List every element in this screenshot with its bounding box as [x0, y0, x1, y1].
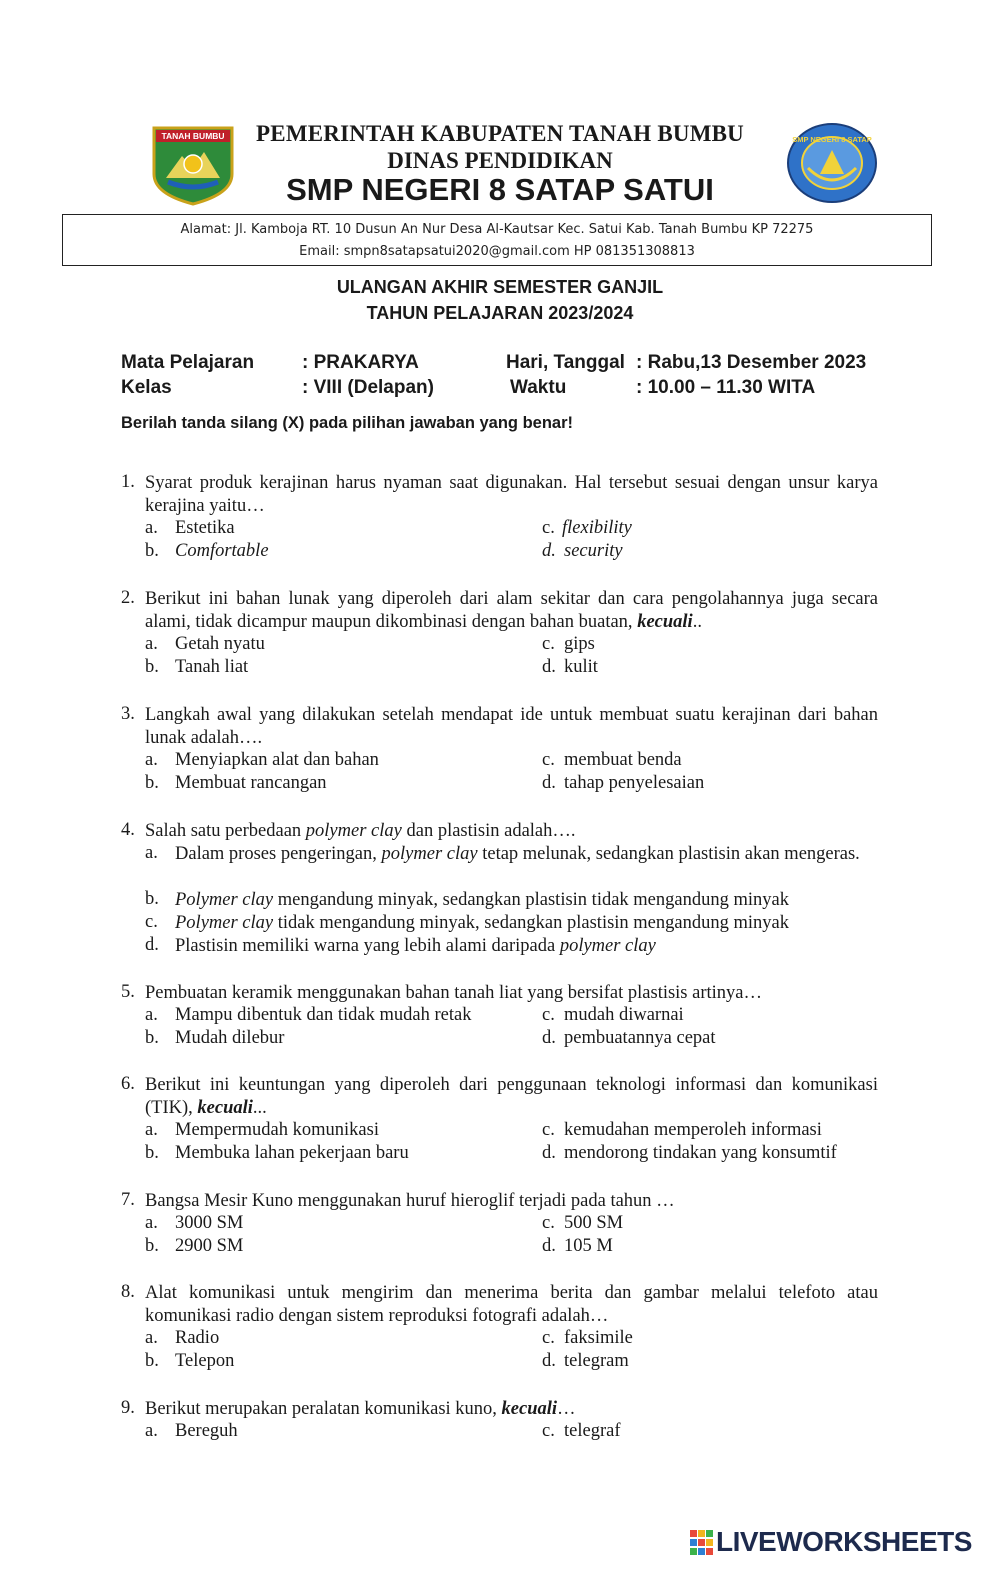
liveworksheets-watermark[interactable]: LIVEWORKSHEETS — [716, 1526, 972, 1557]
option-c[interactable]: telegraf — [564, 1421, 621, 1441]
option-letter[interactable]: b. — [145, 657, 159, 677]
option-letter[interactable]: d. — [542, 1236, 556, 1256]
option-letter[interactable]: c. — [542, 1213, 555, 1233]
option-letter[interactable]: c. — [542, 1120, 555, 1140]
option-letter[interactable]: c. — [542, 634, 555, 654]
question-text: Bangsa Mesir Kuno menggunakan huruf hieroglif terjadi pada tahun … — [145, 1191, 675, 1211]
option-letter[interactable]: a. — [145, 1120, 158, 1140]
option-letter[interactable]: d. — [542, 1028, 556, 1048]
option-a[interactable]: Mempermudah komunikasi — [175, 1120, 379, 1140]
option-a[interactable]: Radio — [175, 1328, 220, 1348]
option-letter[interactable]: a. — [145, 750, 158, 770]
question-text: Alat komunikasi untuk mengirim dan menerima berita dan gambar melalui telefoto atau komunikasi radio dengan sistem reproduksi fotografi adalah… — [145, 1283, 878, 1326]
option-letter[interactable]: b. — [145, 773, 159, 793]
option-c[interactable]: 500 SM — [564, 1213, 624, 1233]
option-c[interactable]: flexibility — [562, 518, 632, 538]
option-a[interactable]: Bereguh — [175, 1421, 238, 1441]
option-letter[interactable]: d. — [542, 1351, 556, 1371]
option-letter[interactable]: d. — [145, 935, 159, 955]
option-c[interactable]: faksimile — [564, 1328, 633, 1348]
class-value: : VIII (Delapan) — [302, 377, 434, 398]
option-letter[interactable]: a. — [145, 518, 158, 538]
option-letter[interactable]: a. — [145, 1005, 158, 1025]
government-title: PEMERINTAH KABUPATEN TANAH BUMBU — [256, 121, 744, 146]
option-letter[interactable]: c. — [542, 1421, 555, 1441]
option-c[interactable]: gips — [564, 634, 595, 654]
option-letter[interactable]: a. — [145, 1421, 158, 1441]
option-letter[interactable]: b. — [145, 1028, 159, 1048]
option-c[interactable]: membuat benda — [564, 750, 682, 770]
department-title: DINAS PENDIDIKAN — [387, 148, 613, 173]
option-letter[interactable]: a. — [145, 1213, 158, 1233]
time-label: Waktu — [510, 377, 567, 398]
option-letter[interactable]: d. — [542, 541, 556, 561]
school-name: SMP NEGERI 8 SATAP SATUI — [286, 172, 714, 207]
option-letter[interactable]: b. — [145, 1351, 159, 1371]
option-a[interactable]: Dalam proses pengeringan, polymer clay tetap melunak, sedangkan plastisin akan mengeras. — [175, 844, 860, 864]
option-b[interactable]: Telepon — [175, 1351, 235, 1371]
question-text: Pembuatan keramik menggunakan bahan tanah liat yang bersifat plastisis artinya… — [145, 983, 762, 1003]
exam-title: ULANGAN AKHIR SEMESTER GANJIL — [336, 277, 664, 297]
question-number: 6. — [121, 1074, 135, 1094]
option-d[interactable]: kulit — [564, 657, 598, 677]
option-b[interactable]: Membuka lahan pekerjaan baru — [175, 1143, 409, 1163]
question-text: Salah satu perbedaan polymer clay dan plastisin adalah…. — [145, 821, 576, 841]
address-line: Alamat: Jl. Kamboja RT. 10 Dusun An Nur Desa Al-Kautsar Kec. Satui Kab. Tanah Bumbu KP 72275 — [180, 222, 814, 237]
option-a[interactable]: Estetika — [175, 518, 235, 538]
question-number: 5. — [121, 982, 135, 1002]
question-text: Berikut ini keuntungan yang diperoleh dari penggunaan teknologi informasi dan komunikasi (TIK), kecuali... — [145, 1075, 878, 1118]
option-d[interactable]: security — [564, 541, 623, 561]
option-d[interactable]: telegram — [564, 1351, 629, 1371]
contact-line: Email: smpn8satapsatui2020@gmail.com HP 081351308813 — [299, 244, 695, 259]
option-b[interactable]: Tanah liat — [175, 657, 249, 677]
instruction: Berilah tanda silang (X) pada pilihan jawaban yang benar! — [121, 414, 574, 432]
option-letter[interactable]: c. — [542, 750, 555, 770]
question-number: 8. — [121, 1282, 135, 1302]
question-number: 9. — [121, 1398, 135, 1418]
question-number: 1. — [121, 472, 135, 492]
question-text: Syarat produk kerajinan harus nyaman saat digunakan. Hal tersebut sesuai dengan unsur karya kerajina yaitu… — [145, 473, 878, 516]
question-number: 7. — [121, 1190, 135, 1210]
option-d[interactable]: pembuatannya cepat — [564, 1028, 716, 1048]
option-d[interactable]: mendorong tindakan yang konsumtif — [564, 1143, 837, 1163]
option-c[interactable]: mudah diwarnai — [564, 1005, 684, 1025]
question-text: Berikut ini bahan lunak yang diperoleh dari alam sekitar dan cara pengolahannya juga secara alami, tidak dicampur maupun dikombinasi dengan bahan buatan, kecuali.. — [145, 589, 878, 632]
option-letter[interactable]: d. — [542, 773, 556, 793]
right-logo-text: SMP NEGERI 8 SATAP — [792, 135, 872, 144]
option-a[interactable]: Menyiapkan alat dan bahan — [175, 750, 379, 770]
option-b[interactable]: Comfortable — [175, 541, 269, 561]
option-d[interactable]: Plastisin memiliki warna yang lebih alami daripada polymer clay — [175, 936, 656, 956]
liveworksheets-logo-icon — [690, 1530, 714, 1556]
option-b[interactable]: Membuat rancangan — [175, 773, 327, 793]
question-text: Berikut merupakan peralatan komunikasi kuno, kecuali… — [145, 1399, 576, 1419]
date-label: Hari, Tanggal — [506, 352, 625, 373]
option-b[interactable]: Polymer clay mengandung minyak, sedangkan plastisin tidak mengandung minyak — [175, 890, 789, 910]
option-c[interactable]: Polymer clay tidak mengandung minyak, sedangkan plastisin mengandung minyak — [175, 913, 789, 933]
option-letter[interactable]: b. — [145, 1143, 159, 1163]
option-letter[interactable]: c. — [542, 1005, 555, 1025]
option-letter[interactable]: b. — [145, 889, 159, 909]
option-b[interactable]: 2900 SM — [175, 1236, 244, 1256]
option-letter[interactable]: a. — [145, 843, 158, 863]
option-letter[interactable]: b. — [145, 1236, 159, 1256]
option-letter[interactable]: c. — [542, 1328, 555, 1348]
option-c[interactable]: kemudahan memperoleh informasi — [564, 1120, 822, 1140]
option-letter[interactable]: a. — [145, 634, 158, 654]
option-a[interactable]: 3000 SM — [175, 1213, 244, 1233]
option-letter[interactable]: c. — [145, 912, 158, 932]
option-a[interactable]: Getah nyatu — [175, 634, 265, 654]
subject-value: : PRAKARYA — [302, 352, 419, 373]
question-number: 3. — [121, 704, 135, 724]
option-d[interactable]: tahap penyelesaian — [564, 773, 705, 793]
option-letter[interactable]: b. — [145, 541, 159, 561]
subject-label: Mata Pelajaran — [121, 352, 255, 373]
exam-year: TAHUN PELAJARAN 2023/2024 — [366, 303, 634, 323]
question-number: 4. — [121, 820, 135, 840]
address-box — [62, 214, 932, 266]
option-d[interactable]: 105 M — [564, 1236, 613, 1256]
question-text: Langkah awal yang dilakukan setelah mendapat ide untuk membuat suatu kerajinan dari bahan lunak adalah…. — [145, 705, 878, 748]
option-letter[interactable]: d. — [542, 1143, 556, 1163]
option-a[interactable]: Mampu dibentuk dan tidak mudah retak — [175, 1005, 472, 1025]
option-b[interactable]: Mudah dilebur — [175, 1028, 285, 1048]
time-value: : 10.00 – 11.30 WITA — [636, 377, 816, 398]
date-value: : Rabu,13 Desember 2023 — [636, 352, 867, 373]
option-letter[interactable]: c. — [542, 518, 555, 538]
class-label: Kelas — [121, 377, 172, 398]
option-letter[interactable]: d. — [542, 657, 556, 677]
left-logo-text: TANAH BUMBU — [161, 131, 225, 141]
option-letter[interactable]: a. — [145, 1328, 158, 1348]
question-number: 2. — [121, 588, 135, 608]
